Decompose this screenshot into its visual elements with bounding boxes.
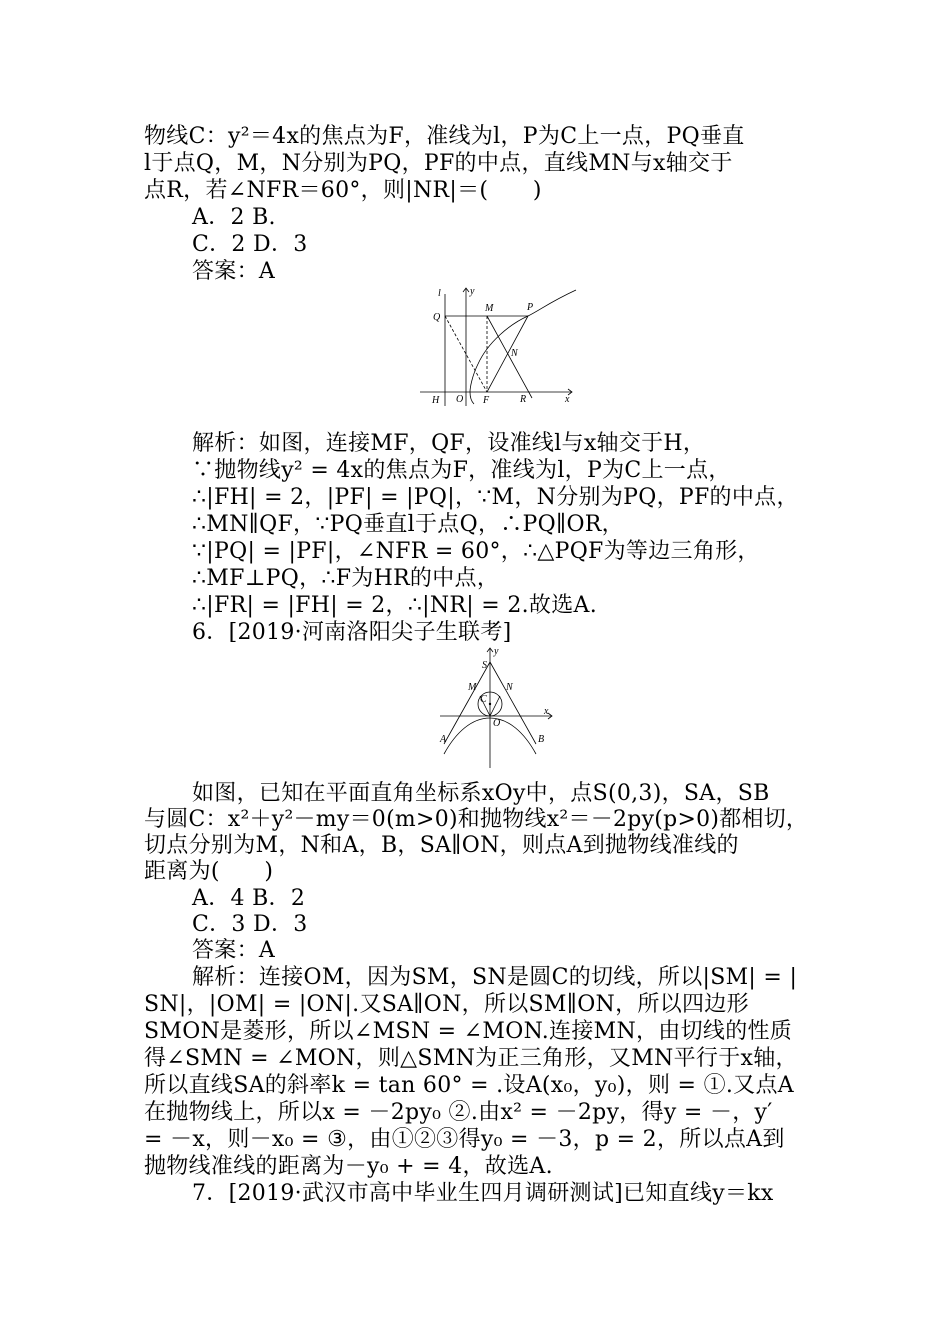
fig5-label-h: H	[432, 395, 440, 406]
fig6-label-s: S	[482, 660, 487, 671]
problem6-solution-5: 所以直线SA的斜率k = tan 60° = .设A(x₀，y₀)，则 = ①.又点A	[144, 1073, 794, 1098]
problem6-answer: 答案：A	[192, 938, 276, 963]
fig6-label-c: C	[480, 694, 487, 705]
problem5-solution-7: ∴|FR| = |FH| = 2，∴|NR| = 2.故选A.	[192, 593, 597, 618]
problem5-options-cd: C．2 D．3	[192, 232, 308, 257]
problem6-solution-8: 抛物线准线的距离为－y₀ + = 4，故选A.	[144, 1154, 553, 1179]
fig5-label-p: P	[527, 302, 534, 313]
problem7-header: 7．[2019·武汉市高中毕业生四月调研测试]已知直线y＝kx	[192, 1181, 774, 1206]
problem6-options-cd: C．3 D．3	[192, 912, 308, 937]
problem6-line-2: 与圆C：x²＋y²－my＝0(m>0)和抛物线x²＝－2py(p>0)都相切，	[144, 807, 809, 832]
fig6-label-a: A	[440, 734, 447, 745]
fig5-label-o: O	[456, 394, 464, 405]
problem5-options-ab: A．2 B.	[192, 205, 276, 230]
problem6-solution-2: SN|，|OM| = |ON|.又SA∥ON，所以SM∥ON，所以四边形	[144, 992, 749, 1017]
problem5-line-1: 物线C：y²＝4x的焦点为F，准线为l，P为C上一点，PQ垂直	[144, 124, 745, 149]
problem6-options-ab: A．4 B．2	[192, 886, 306, 911]
fig6-label-n: N	[506, 682, 513, 693]
problem5-figure	[420, 284, 580, 408]
problem6-line-4: 距离为( )	[144, 859, 274, 884]
problem5-solution-5: ∵|PQ| = |PF|，∠NFR = 60°，∴△PQF为等边三角形，	[192, 539, 760, 564]
problem5-solution-6: ∴MF⊥PQ，∴F为HR的中点，	[192, 566, 500, 591]
problem6-header: 6．[2019·河南洛阳尖子生联考]	[192, 620, 512, 645]
center-c-dot	[489, 703, 491, 705]
problem6-figure	[436, 646, 556, 770]
problem6-solution-7: = －x，则－x₀ = ③，由①②③得y₀ = －3，p = 2，所以点A到	[144, 1127, 785, 1152]
fig6-label-o: O	[493, 718, 501, 729]
problem5-solution-3: ∴|FH| = 2，|PF| = |PQ|，∵M，N分别为PQ，PF的中点，	[192, 485, 799, 510]
fig5-label-r: R	[520, 394, 527, 405]
fig5-label-m: M	[485, 303, 494, 314]
problem6-solution-1: 解析：连接OM，因为SM，SN是圆C的切线，所以|SM| = |	[192, 965, 798, 990]
problem5-answer: 答案：A	[192, 259, 276, 284]
fig6-label-b: B	[538, 734, 545, 745]
problem6-solution-3: SMON是菱形，所以∠MSN = ∠MON.连接MN，由切线的性质	[144, 1019, 793, 1044]
fig6-label-m: M	[468, 682, 477, 693]
fig5-label-q: Q	[433, 312, 441, 323]
line-mn	[487, 316, 532, 398]
problem5-solution-4: ∴MN∥QF，∵PQ垂直l于点Q，∴PQ∥OR，	[192, 512, 624, 537]
problem6-solution-4: 得∠SMN = ∠MON，则△SMN为正三角形，又MN平行于x轴，	[144, 1046, 798, 1071]
fig5-label-y: y	[470, 286, 475, 297]
fig5-label-n: N	[511, 348, 518, 359]
problem5-solution-2: ∵抛物线y² = 4x的焦点为F，准线为l，P为C上一点，	[192, 458, 731, 483]
problem6-line-3: 切点分别为M，N和A，B，SA∥ON，则点A到抛物线准线的	[144, 833, 739, 858]
fig5-label-l: l	[438, 288, 441, 299]
fig5-label-f: F	[483, 395, 490, 406]
problem6-line-1: 如图，已知在平面直角坐标系xOy中，点S(0,3)，SA，SB	[192, 781, 770, 806]
fig6-label-y: y	[494, 646, 499, 657]
problem5-solution-1: 解析：如图，连接MF，QF，设准线l与x轴交于H，	[192, 431, 706, 456]
problem5-line-3: 点R，若∠NFR＝60°，则|NR|＝( )	[144, 178, 542, 203]
fig5-label-x: x	[565, 394, 570, 405]
fig6-label-x: x	[544, 706, 549, 717]
problem5-line-2: l于点Q，M，N分别为PQ，PF的中点，直线MN与x轴交于	[144, 151, 733, 176]
problem6-solution-6: 在抛物线上，所以x = －2py₀ ②.由x² = －2py，得y = －，y′	[144, 1100, 773, 1125]
